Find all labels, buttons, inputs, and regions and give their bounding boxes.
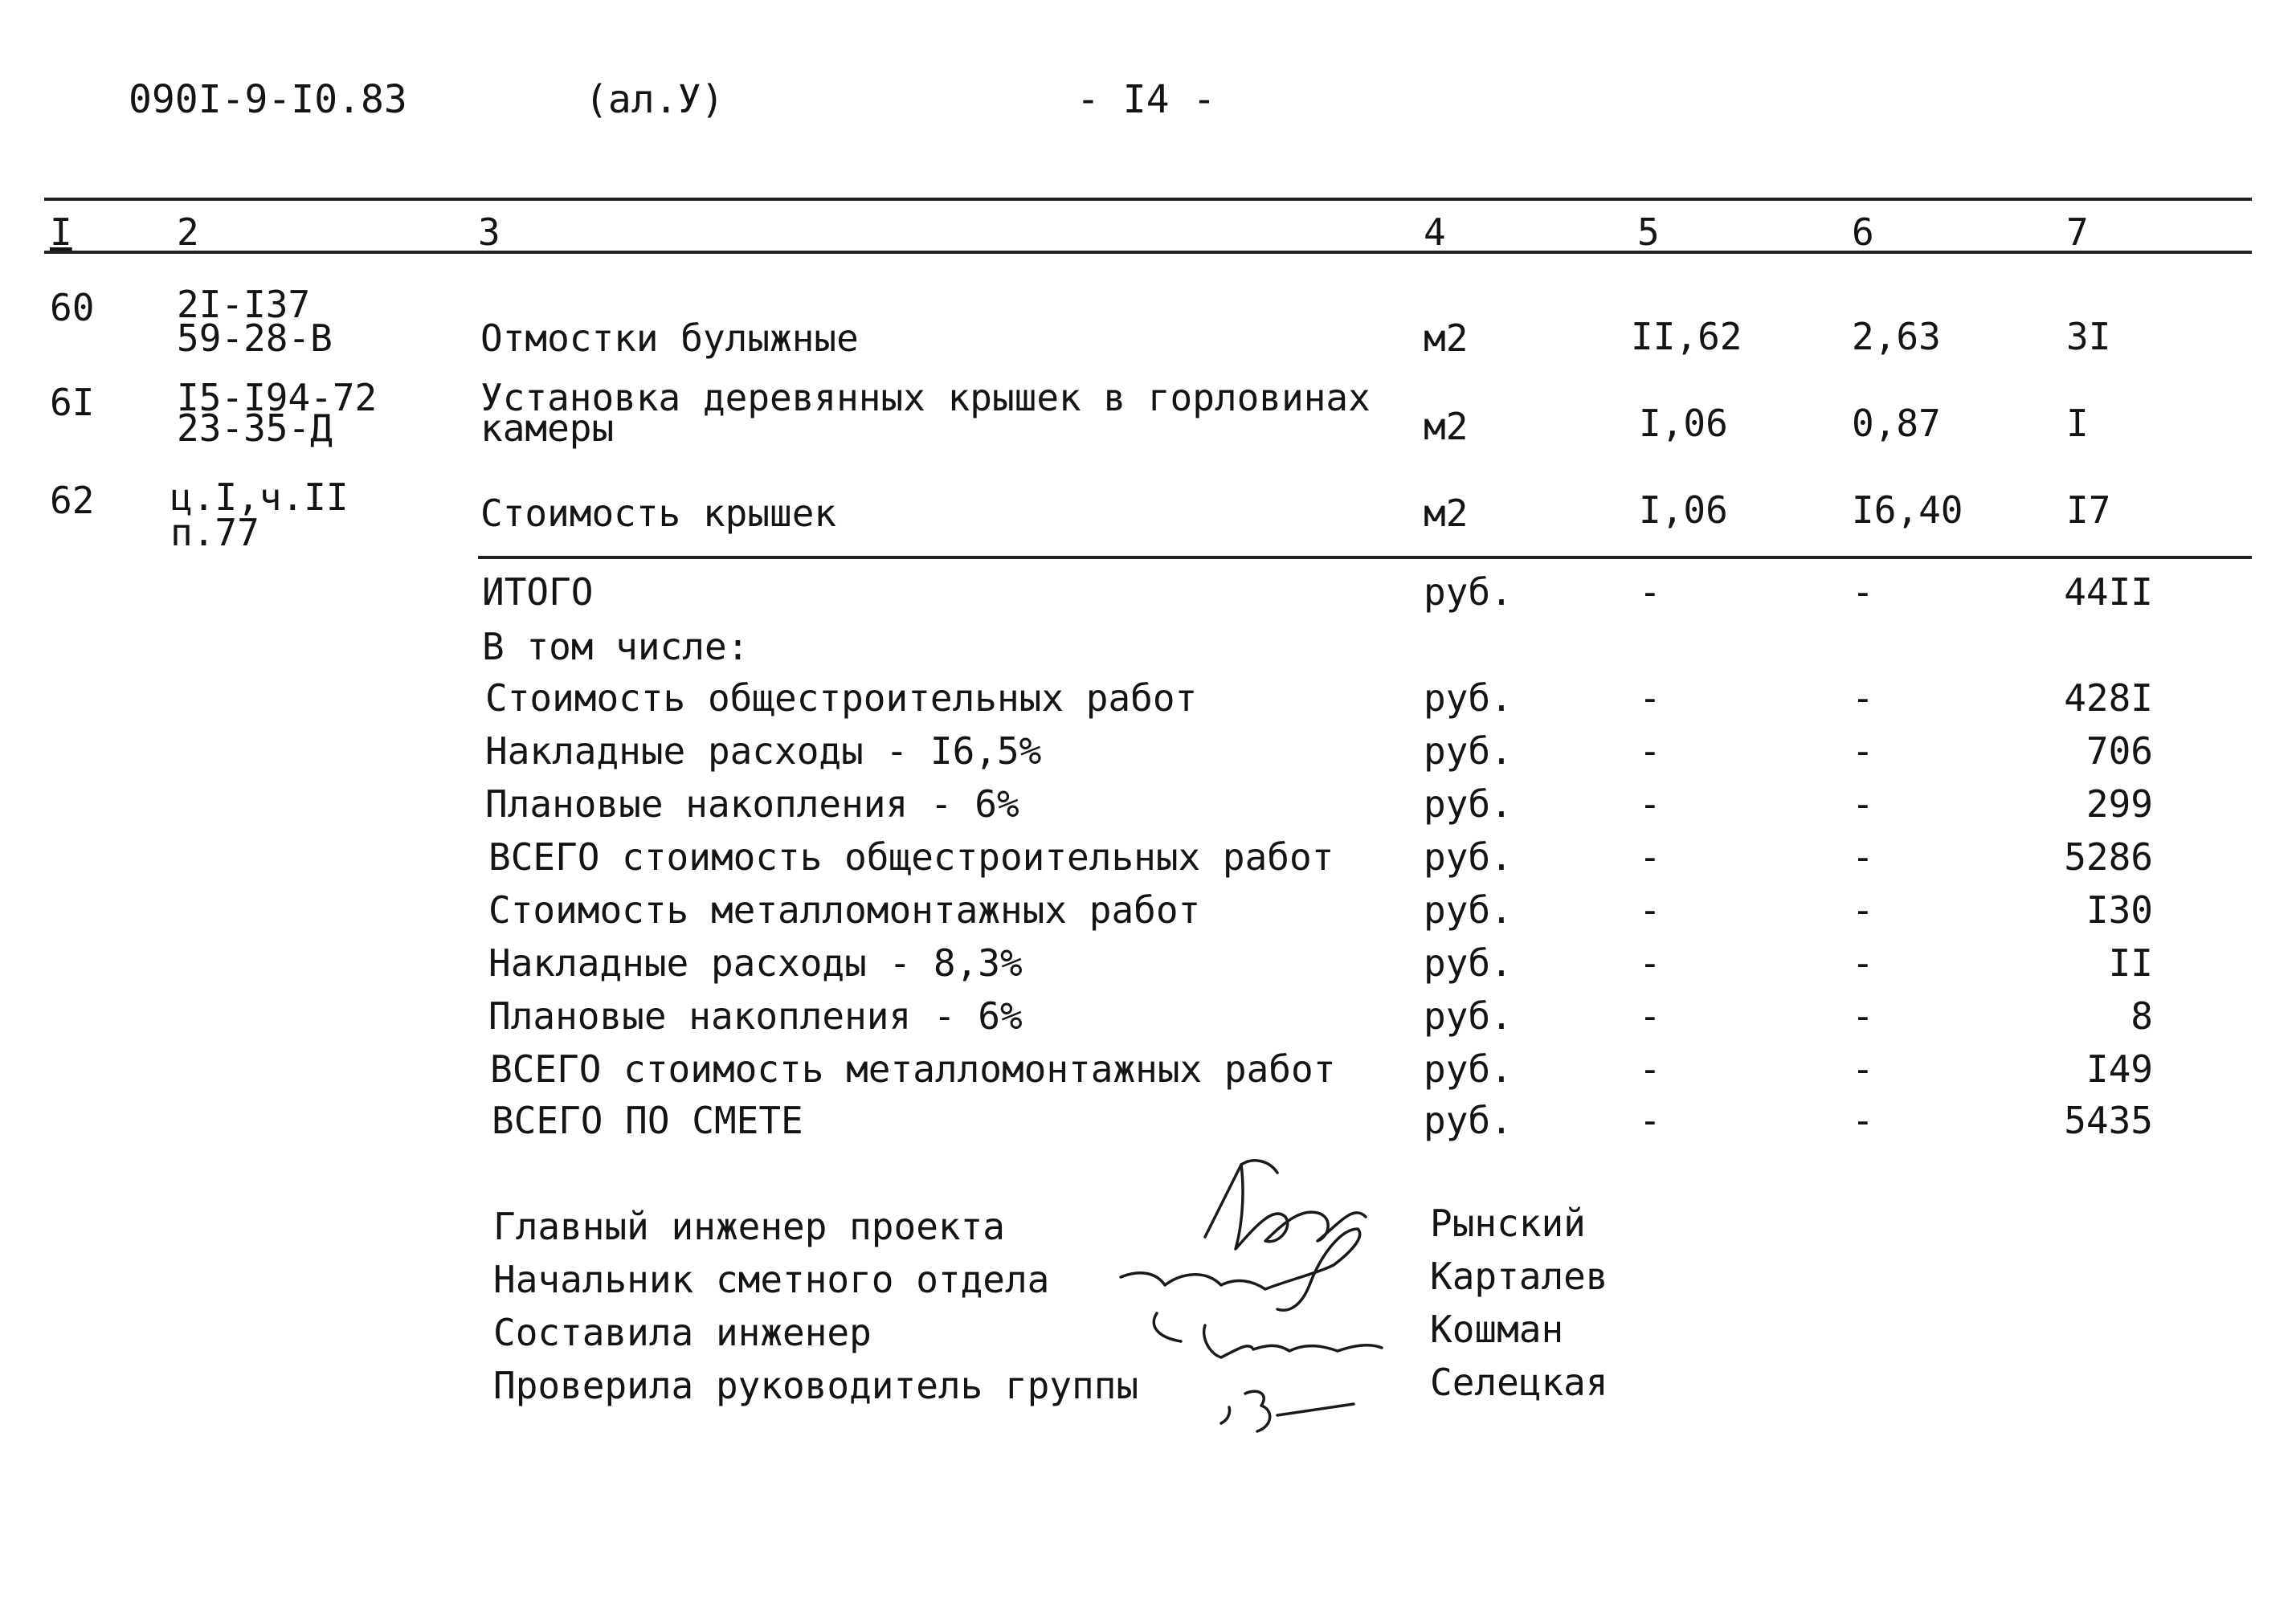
summary-label: Плановые накопления - 6%	[485, 782, 1019, 826]
signatory-role: Начальник сметного отдела	[493, 1258, 1050, 1301]
summary-total: I49	[2086, 1047, 2153, 1091]
signatory-role: Проверила руководитель группы	[493, 1364, 1139, 1407]
summary-label: Стоимость металломонтажных работ	[488, 888, 1201, 932]
album-label: (ал.У)	[585, 77, 725, 122]
signatory-name: Кошман	[1430, 1308, 1564, 1351]
row-quantity: I,06	[1639, 488, 1728, 532]
signatory-name: Рынский	[1430, 1202, 1586, 1245]
column-header-6: 6	[1852, 210, 1874, 254]
signature-estimate-head	[1121, 1229, 1360, 1310]
summary-col5: -	[1639, 835, 1661, 879]
column-header-7: 7	[2066, 210, 2089, 254]
summary-unit: руб.	[1424, 570, 1513, 614]
summary-total: 706	[2086, 729, 2153, 773]
summary-unit: руб.	[1424, 941, 1513, 985]
summary-unit: руб.	[1424, 835, 1513, 879]
summary-label: Плановые накопления - 6%	[488, 994, 1023, 1038]
summary-total: I30	[2086, 888, 2153, 932]
document-code: 090I-9-I0.83	[129, 77, 407, 122]
signature-stroke	[1154, 1313, 1181, 1341]
summary-col5: -	[1639, 676, 1661, 720]
summary-label: Стоимость общестроительных работ	[485, 676, 1198, 720]
summary-col6: -	[1852, 1099, 1874, 1142]
row-code: п.77	[170, 511, 259, 554]
summary-col5: -	[1639, 729, 1661, 773]
summary-col6: -	[1852, 729, 1874, 773]
summary-total: 8	[2131, 994, 2153, 1038]
summary-total: 5286	[2064, 835, 2153, 879]
summary-unit: руб.	[1424, 888, 1513, 932]
summary-col6: -	[1852, 676, 1874, 720]
row-description: Стоимость крышек	[480, 492, 837, 535]
row-total: I7	[2066, 488, 2111, 532]
row-total: 3I	[2066, 315, 2111, 358]
signature-stroke	[1241, 1161, 1277, 1173]
summary-col5: -	[1639, 782, 1661, 826]
summary-label: Накладные расходы - 8,3%	[488, 941, 1023, 985]
summary-col5: -	[1639, 888, 1661, 932]
summary-total: 5435	[2064, 1099, 2153, 1142]
row-quantity: II,62	[1631, 315, 1742, 358]
row-quantity: I,06	[1639, 402, 1728, 445]
summary-col6: -	[1852, 888, 1874, 932]
summary-col6: -	[1852, 782, 1874, 826]
column-header-5: 5	[1637, 210, 1660, 254]
summary-unit: руб.	[1424, 1047, 1513, 1091]
summary-total: II	[2108, 941, 2153, 985]
row-number: 6I	[50, 381, 95, 424]
summary-col5: -	[1639, 1047, 1661, 1091]
row-unit-price: 0,87	[1852, 402, 1941, 445]
summary-col6: -	[1852, 994, 1874, 1038]
row-unit: м2	[1424, 492, 1469, 535]
summary-col5: -	[1639, 941, 1661, 985]
row-code: 23-35-Д	[177, 406, 333, 450]
row-description: Установка деревянных крышек в горловинах	[480, 376, 1371, 419]
summary-label: В том числе:	[482, 625, 750, 668]
summary-col5: -	[1639, 994, 1661, 1038]
summary-label: ВСЕГО стоимость общестроительных работ	[488, 835, 1334, 879]
row-description: камеры	[480, 406, 615, 450]
summary-label: ИТОГО	[482, 570, 594, 614]
row-code: 59-28-В	[177, 316, 333, 360]
summary-col6: -	[1852, 1047, 1874, 1091]
row-code: 2I-I37	[177, 283, 311, 326]
column-header-3: 3	[478, 210, 500, 254]
column-header-1: I	[50, 210, 72, 254]
summary-col6: -	[1852, 835, 1874, 879]
row-total: I	[2066, 402, 2089, 445]
summary-unit: руб.	[1424, 729, 1513, 773]
summary-total: 428I	[2064, 676, 2153, 720]
summary-unit: руб.	[1424, 1099, 1513, 1142]
row-unit: м2	[1424, 405, 1469, 448]
column-header-2: 2	[177, 210, 199, 254]
summary-col5: -	[1639, 570, 1661, 614]
row-code: I5-I94-72	[177, 376, 378, 419]
summary-total: 44II	[2064, 570, 2153, 614]
signature-compiler	[1204, 1325, 1382, 1357]
summary-col6: -	[1852, 570, 1874, 614]
row-unit: м2	[1424, 316, 1469, 360]
signatory-name: Селецкая	[1430, 1361, 1608, 1404]
summary-col6: -	[1852, 941, 1874, 985]
row-unit-price: 2,63	[1852, 315, 1941, 358]
column-header-4: 4	[1424, 210, 1446, 254]
row-number: 60	[50, 286, 95, 329]
summary-unit: руб.	[1424, 676, 1513, 720]
signatory-role: Главный инженер проекта	[493, 1205, 1005, 1248]
row-code: ц.I,ч.II	[170, 475, 349, 519]
page-number: - I4 -	[1077, 77, 1216, 122]
summary-col5: -	[1639, 1099, 1661, 1142]
row-description: Отмостки булыжные	[480, 316, 859, 360]
summary-unit: руб.	[1424, 782, 1513, 826]
summary-total: 299	[2086, 782, 2153, 826]
summary-label: ВСЕГО стоимость металломонтажных работ	[490, 1047, 1336, 1091]
signatory-role: Составила инженер	[493, 1311, 872, 1354]
summary-unit: руб.	[1424, 994, 1513, 1038]
row-number: 62	[50, 479, 95, 522]
signature-checker	[1221, 1391, 1354, 1431]
signatory-name: Карталев	[1430, 1255, 1608, 1298]
summary-label: ВСЕГО ПО СМЕТЕ	[492, 1099, 803, 1142]
row-unit-price: I6,40	[1852, 488, 1963, 532]
summary-label: Накладные расходы - I6,5%	[485, 729, 1042, 773]
